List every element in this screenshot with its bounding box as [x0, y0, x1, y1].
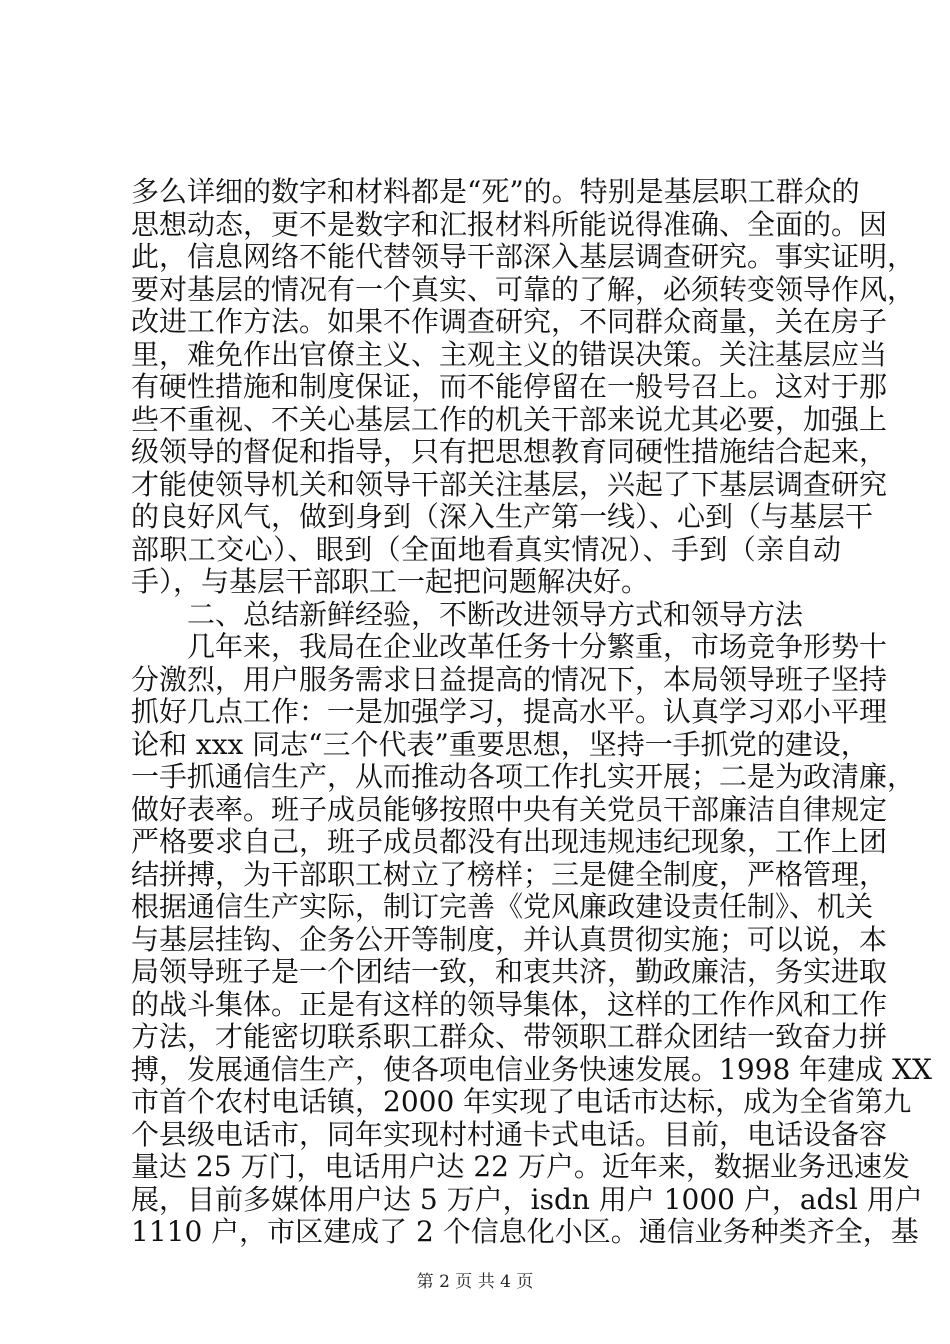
- text-line: 严格要求自己，班子成员都没有出现违规违纪现象，工作上团: [131, 825, 888, 858]
- text-line: 的良好风气，做到身到（深入生产第一线）、心到（与基层干: [131, 500, 874, 533]
- text-line: 思想动态，更不是数字和汇报材料所能说得准确、全面的。因: [131, 207, 888, 241]
- text-line: 局领导班子是一个团结一致，和衷共济，勤政廉洁，务实进取: [131, 955, 888, 988]
- text-line: 级领导的督促和指导，只有把思想教育同硬性措施结合起来，: [131, 435, 888, 468]
- text-line: 方法，才能密切联系职工群众、带领职工群众团结一致奋力拼: [131, 1020, 888, 1053]
- section-heading: 二、总结新鲜经验，不断改进领导方式和领导方法: [187, 597, 804, 631]
- text-line: 几年来，我局在企业改革任务十分繁重，市场竞争形势十: [187, 630, 888, 663]
- text-line: 个县级电话市，同年实现村村通卡式电话。目前，电话设备容: [131, 1117, 888, 1151]
- text-line: 与基层挂钩、企务公开等制度，并认真贯彻实施；可以说，本: [131, 922, 888, 956]
- text-line: 分激烈，用户服务需求日益提高的情况下，本局领导班子坚持: [131, 662, 888, 696]
- text-line: 抓好几点工作：一是加强学习，提高水平。认真学习邓小平理: [131, 695, 888, 728]
- text-line: 里，难免作出官僚主义、主观主义的错误决策。关注基层应当: [131, 337, 888, 371]
- text-line: 搏，发展通信生产，使各项电信业务快速发展。1998 年建成 XX: [131, 1052, 932, 1086]
- text-line: 做好表率。班子成员能够按照中央有关党员干部廉洁自律规定: [131, 792, 888, 826]
- text-line: 此，信息网络不能代替领导干部深入基层调查研究。事实证明，: [131, 240, 916, 273]
- text-line: 要对基层的情况有一个真实、可靠的了解，必须转变领导作风，: [131, 272, 916, 306]
- text-line: 展，目前多媒体用户达 5 万户，isdn 用户 1000 户，adsl 用户: [131, 1182, 923, 1216]
- text-line: 改进工作方法。如果不作调查研究，不同群众商量，关在房子: [131, 305, 888, 338]
- text-line: 有硬性措施和制度保证，而不能停留在一般号召上。这对于那: [131, 370, 888, 403]
- text-line: 论和 xxx 同志“三个代表”重要思想，坚持一手抓党的建设，: [131, 727, 869, 761]
- text-line: 一手抓通信生产，从而推动各项工作扎实开展；二是为政清廉，: [131, 760, 916, 793]
- text-line: 市首个农村电话镇，2000 年实现了电话市达标，成为全省第九: [131, 1085, 912, 1118]
- text-line: 结拼搏，为干部职工树立了榜样；三是健全制度，严格管理，: [131, 857, 888, 891]
- text-line: 部职工交心）、眼到（全面地看真实情况）、手到（亲自动: [131, 532, 841, 566]
- document-body: [131, 175, 932, 1249]
- text-line: 1110 户，市区建成了 2 个信息化小区。通信业务种类齐全，基: [131, 1215, 919, 1248]
- text-line: 量达 25 万门，电话用户达 22 万户。近年来，数据业务迅速发: [131, 1150, 910, 1183]
- text-line: 多么详细的数字和材料都是“死”的。特别是基层职工群众的: [131, 175, 860, 208]
- text-line: 根据通信生产实际，制订完善《党风廉政建设责任制》、机关: [131, 890, 874, 923]
- text-line: 的战斗集体。正是有这样的领导集体，这样的工作作风和工作: [131, 987, 888, 1021]
- text-line: 手），与基层干部职工一起把问题解决好。: [131, 565, 650, 598]
- text-line: 些不重视、不关心基层工作的机关干部来说尤其必要，加强上: [131, 402, 888, 436]
- page-footer: 第 2 页 共 4 页: [416, 1272, 534, 1292]
- text-line: 才能使领导机关和领导干部关注基层，兴起了下基层调查研究: [131, 467, 888, 501]
